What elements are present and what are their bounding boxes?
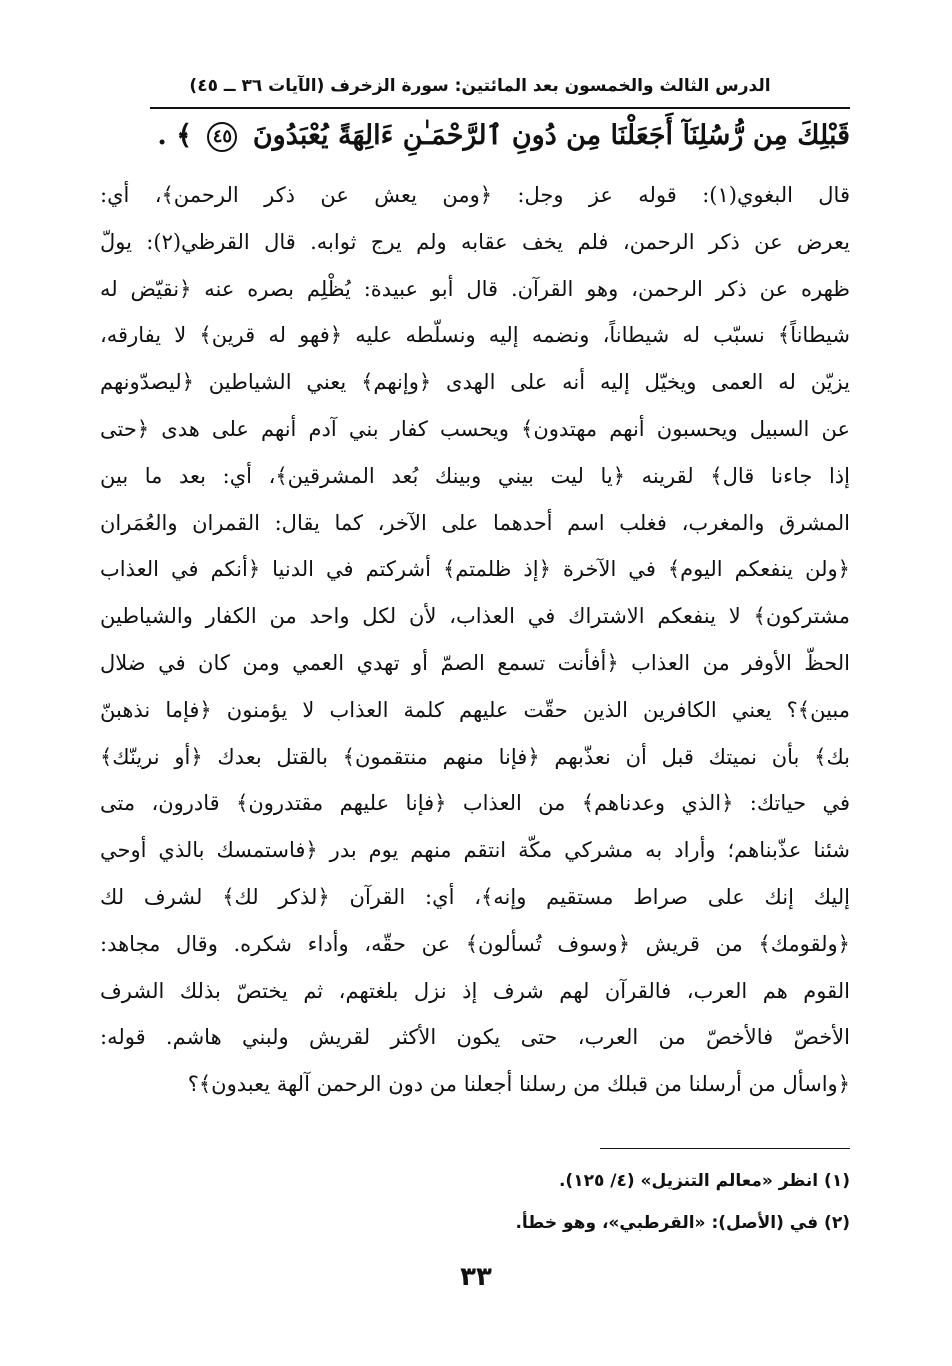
footnote-item: (٢) في (الأصل): «القرطبي»، وهو خطأ. <box>515 1213 850 1233</box>
body-line: شيطاناً﴾ نسبّب له شيطاناً، ونضمه إليه ونسلّطه عليه ﴿فهو له قرين﴾ لا يفارقه، <box>100 323 850 348</box>
body-line: ظهره عن ذكر الرحمن، وهو القرآن. قال أبو عبيدة: يُظْلِم بصره عنه ﴿نقيّض له <box>100 276 850 301</box>
body-line: الأخصّ فالأخصّ من العرب، حتى يكون الأكثر لقريش ولبني هاشم. قوله: <box>100 1025 850 1050</box>
body-line: القوم هم العرب، فالقرآن لهم شرف إذ نزل بلغتهم، ثم يختصّ بذلك الشرف <box>100 978 850 1003</box>
body-line: يزيّن له العمى ويخيّل إليه أنه على الهدى ﴿وإنهم﴾ يعني الشياطين ﴿ليصدّونهم <box>100 370 850 395</box>
body-line: ﴿واسأل من أرسلنا من قبلك من رسلنا أجعلنا من دون الرحمن آلهة يعبدون﴾؟ <box>187 1072 850 1097</box>
footnote-divider <box>600 1148 850 1149</box>
verse-number-marker: ٤٥ <box>207 122 237 152</box>
body-line: مشتركون﴾ لا ينفعكم الاشتراك في العذاب، لأن لكل واحد من الكفار والشياطين <box>100 604 850 629</box>
body-line: بك﴾ بأن نميتك قبل أن نعذّبهم ﴿فإنا منهم منتقمون﴾ بالقتل بعدك ﴿أو نرينّك﴾ <box>100 744 850 769</box>
running-header: الدرس الثالث والخمسون بعد المائتين: سورة الزخرف (الآيات ٣٦ ــ ٤٥) <box>189 76 771 96</box>
header-divider <box>150 107 850 109</box>
verse-close: ﴾ . <box>157 120 193 151</box>
verse-text: قَبْلِكَ مِن رُّسُلِنَآ أَجَعَلْنَا مِن دُونِ ٱلرَّحْمَـٰنِ ءَالِهَةً يُعْبَدُونَ <box>252 120 850 151</box>
body-line: إذا جاءنا قال﴾ لقرينه ﴿يا ليت بيني وبينك بُعد المشرقين﴾، أي: بعد ما بين <box>100 463 850 488</box>
body-line: مبين﴾؟ يعني الكافرين الذين حقّت عليهم كلمة العذاب لا يؤمنون ﴿فإما نذهبنّ <box>100 697 850 722</box>
body-line: شئنا عذّبناهم؛ وأراد به مشركي مكّة انتقم منهم يوم بدر ﴿فاستمسك بالذي أوحي <box>100 838 850 863</box>
body-line: الحظّ الأوفر من العذاب ﴿أفأنت تسمع الصمّ أو تهدي العمي ومن كان في ضلال <box>100 650 850 675</box>
page-number: ٣٣ <box>460 1262 492 1292</box>
footnotes <box>400 1160 850 1244</box>
body-line: في حياتك: ﴿الذي وعدناهم﴾ من العذاب ﴿فإنا عليهم مقتدرون﴾ قادرون، متى <box>100 791 850 816</box>
body-line: عن السبيل ويحسبون أنهم مهتدون﴾ ويحسب كفار بني آدم أنهم على هدى ﴿حتى <box>100 416 850 441</box>
footnote-item: (١) انظر «معالم التنزيل» (٤/ ١٢٥). <box>558 1171 850 1191</box>
body-line: إليك إنك على صراط مستقيم وإنه﴾، أي: القرآن ﴿لذكر لك﴾ لشرف لك <box>100 884 850 909</box>
commentary-body <box>100 172 850 1108</box>
body-line: ﴿ولقومك﴾ من قريش ﴿وسوف تُسألون﴾ عن حقّه، وأداء شكره. وقال مجاهد: <box>100 931 850 956</box>
body-line: قال البغوي(١): قوله عز وجل: ﴿ومن يعش عن ذكر الرحمن﴾، أي: <box>100 183 850 207</box>
body-line: يعرض عن ذكر الرحمن، فلم يخف عقابه ولم يرج ثوابه. قال القرظي(٢): يولّ <box>100 229 850 254</box>
quran-verse-line <box>157 110 850 162</box>
body-line: ﴿ولن ينفعكم اليوم﴾ في الآخرة ﴿إذ ظلمتم﴾ أشركتم في الدنيا ﴿أنكم في العذاب <box>100 557 850 582</box>
body-line: المشرق والمغرب، فغلب اسم أحدهما على الآخر، كما يقال: القمران والعُمَران <box>100 510 850 535</box>
